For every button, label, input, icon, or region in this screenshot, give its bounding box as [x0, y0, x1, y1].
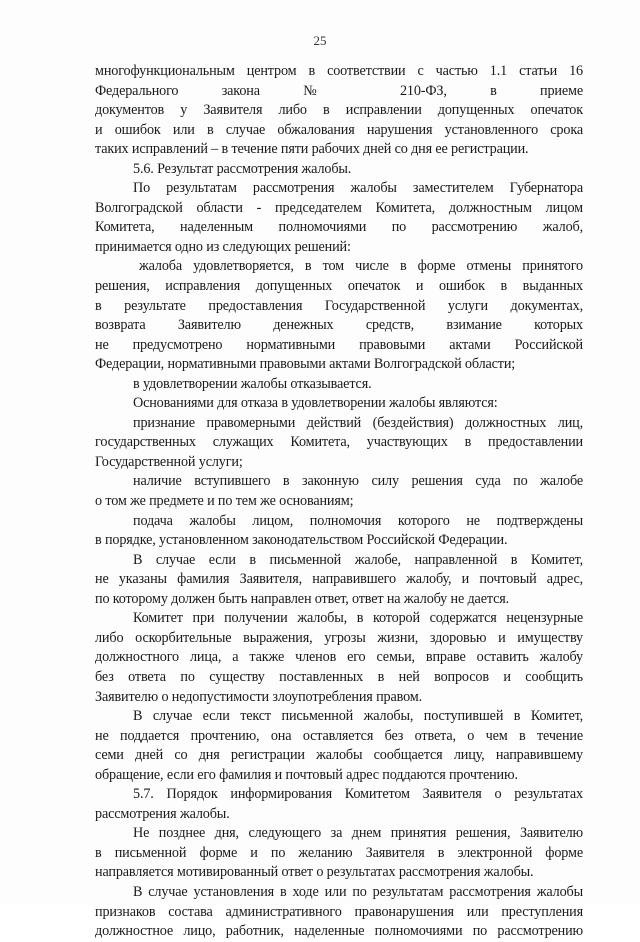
text-line: Основаниями для отказа в удовлетворении жалобы являются:: [133, 395, 498, 412]
text-line: без ответа по существу поставленных в ней вопросов и сообщить: [95, 668, 583, 685]
text-line: обращение, если его фамилия и почтовый адрес поддаются прочтению.: [95, 766, 518, 783]
text-line: и ошибок или в случае обжалования нарушения установленного срока: [95, 121, 583, 138]
text-line: рассмотрения жалобы.: [95, 805, 230, 822]
text-line: не указаны фамилия Заявителя, направившего жалобу, и почтовый адрес,: [95, 571, 583, 588]
document-body-text: [95, 62, 583, 942]
text-line: Государственной услуги;: [95, 453, 243, 470]
text-line: должностного лица, а также членов его семьи, вправе оставить жалобу: [95, 649, 583, 666]
text-line: должностное лицо, работник, наделенные полномочиями по рассмотрению: [95, 923, 583, 940]
text-line: Не позднее дня, следующего за днем принятия решения, Заявителю: [133, 825, 583, 842]
page-number: 25: [313, 33, 327, 48]
text-line: Федерального закона № 210-ФЗ, в приеме: [95, 82, 583, 99]
text-line: принимается одно из следующих решений:: [95, 238, 351, 255]
text-line: документов у Заявителя либо в исправлении допущенных опечаток: [95, 102, 583, 119]
text-line: Волгоградской области - председателем Комитета, должностным лицом: [95, 199, 583, 216]
text-line: признание правомерными действий (бездействия) должностных лиц,: [133, 414, 583, 431]
text-line: Заявителю о недопустимости злоупотребления правом.: [95, 688, 422, 705]
text-line: возврата Заявителю денежных средств, взимание которых: [95, 317, 583, 334]
text-line: 5.7. Порядок информирования Комитетом Заявителя о результатах: [133, 786, 583, 803]
text-line: в удовлетворении жалобы отказывается.: [133, 375, 372, 392]
text-line: жалоба удовлетворяется, в том числе в форме отмены принятого: [139, 258, 583, 275]
text-line: семи дней со дня регистрации жалобы сообщается лицу, направившему: [95, 747, 583, 764]
text-line: По результатам рассмотрения жалобы заместителем Губернатора: [133, 180, 583, 197]
text-line: о том же предмете и по тем же основаниям;: [95, 493, 354, 510]
text-line: Федерации, нормативными правовыми актами Волгоградской области;: [95, 356, 516, 373]
text-line: не предусмотрено нормативными правовыми актами Российской: [95, 336, 583, 353]
text-line: многофункциональным центром в соответствии с частью 1.1 статьи 16: [95, 63, 583, 79]
text-line: направляется мотивированный ответ о результатах рассмотрения жалобы.: [95, 864, 534, 881]
text-line: 5.6. Результат рассмотрения жалобы.: [133, 160, 352, 177]
text-line: В случае установления в ходе или по результатам рассмотрения жалобы: [133, 883, 583, 900]
text-line: в письменной форме и по желанию Заявителя в электронной форме: [95, 844, 583, 861]
text-line: государственных служащих Комитета, участвующих в предоставлении: [95, 434, 583, 451]
text-line: таких исправлений – в течение пяти рабочих дней со дня ее регистрации.: [95, 141, 529, 158]
text-line: не поддается прочтению, она оставляется без ответа, о чем в течение: [95, 727, 583, 744]
text-line: решения, исправления допущенных опечаток и ошибок в выданных: [95, 278, 583, 295]
text-line: Комитета, наделенным полномочиями по рассмотрению жалоб,: [95, 219, 583, 236]
text-line: либо оскорбительные выражения, угрозы жизни, здоровью и имуществу: [95, 629, 583, 646]
text-line: В случае если текст письменной жалобы, поступившей в Комитет,: [133, 708, 583, 725]
text-line: В случае если в письменной жалобе, направленной в Комитет,: [133, 551, 583, 568]
text-line: признаков состава административного правонарушения или преступления: [95, 903, 583, 920]
text-line: Комитет при получении жалобы, в которой содержатся нецензурные: [133, 610, 583, 627]
text-line: наличие вступившего в законную силу решения суда по жалобе: [133, 473, 583, 490]
text-line: по которому должен быть направлен ответ, ответ на жалобу не дается.: [95, 590, 509, 607]
text-line: подача жалобы лицом, полномочия которого не подтверждены: [133, 512, 583, 529]
text-line: в результате предоставления Государственной услуги документах,: [95, 297, 583, 314]
text-line: в порядке, установленном законодательством Российской Федерации.: [95, 532, 508, 549]
